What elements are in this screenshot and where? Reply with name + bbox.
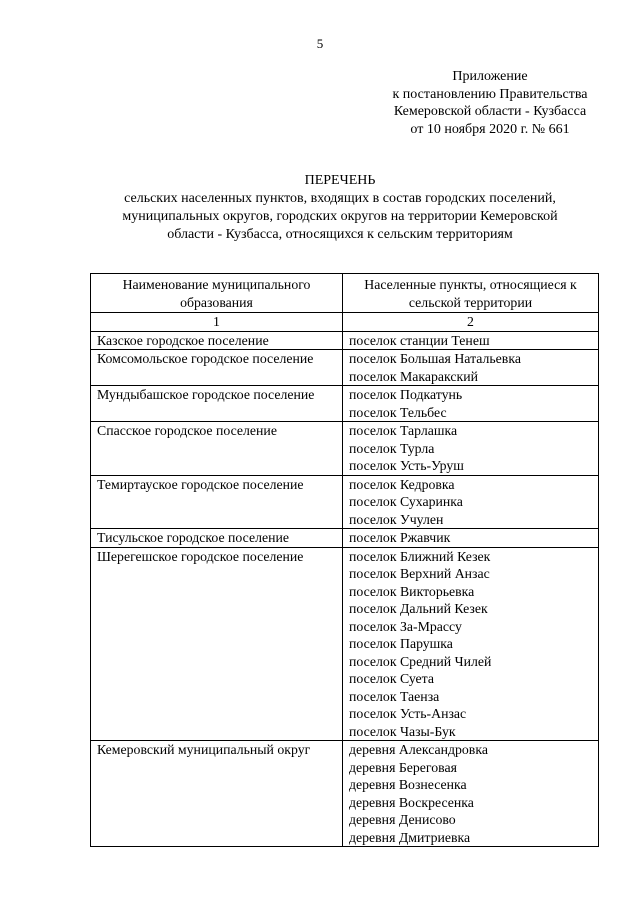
settlements-cell bbox=[343, 529, 599, 548]
settlement-item: деревня Александровка bbox=[349, 742, 488, 757]
settlement-item: поселок Макаракский bbox=[349, 368, 478, 384]
settlement-item: поселок Турла bbox=[349, 440, 435, 456]
municipality-cell: Казское городское поселение bbox=[91, 331, 343, 350]
settlement-item: поселок Усть-Анзас bbox=[349, 706, 467, 721]
document-title bbox=[80, 172, 600, 244]
municipality-cell: Кемеровский муниципальный округ bbox=[91, 741, 343, 847]
municipality-cell: Темиртауское городское поселение bbox=[91, 475, 343, 529]
table-row bbox=[91, 331, 599, 350]
settlement-item: поселок Тарлашка bbox=[349, 423, 458, 438]
table-body bbox=[91, 331, 599, 847]
table-row bbox=[91, 547, 599, 741]
table-row bbox=[91, 422, 599, 476]
settlement-item: поселок Верхний Анзас bbox=[349, 566, 490, 581]
column-number: 1 bbox=[91, 313, 343, 332]
settlement-item: деревня Вознесенка bbox=[349, 777, 467, 792]
header-settlements: Населенные пункты, относящиеся к сельской территории bbox=[343, 274, 599, 313]
settlement-item: поселок Усть-Уруш bbox=[349, 458, 464, 473]
column-number: 2 bbox=[343, 313, 599, 332]
settlement-item: поселок Кедровка bbox=[349, 476, 455, 492]
settlements-cell bbox=[343, 741, 599, 847]
appendix-line: к постановлению Правительства bbox=[392, 86, 588, 102]
appendix-line: Кемеровской области - Кузбасса bbox=[393, 104, 587, 119]
settlement-item: поселок Сухаринка bbox=[349, 494, 463, 509]
settlement-item: поселок Подкатунь bbox=[349, 387, 463, 402]
table-row bbox=[91, 475, 599, 529]
settlements-cell bbox=[343, 386, 599, 422]
column-number-row bbox=[91, 313, 599, 332]
settlement-item: поселок Ржавчик bbox=[349, 530, 451, 545]
municipality-cell: Шерегешское городское поселение bbox=[91, 547, 343, 741]
municipality-cell: Спасское городское поселение bbox=[91, 422, 343, 476]
title-line: сельских населенных пунктов, входящих в состав городских поселений, bbox=[124, 191, 556, 206]
settlement-item: деревня Денисово bbox=[349, 812, 456, 827]
settlement-item: поселок Учулен bbox=[349, 511, 444, 527]
settlement-item: поселок Большая Натальевка bbox=[349, 351, 521, 366]
header-municipality: Наименование муниципального образования bbox=[91, 274, 343, 313]
settlement-item: поселок Таенза bbox=[349, 688, 440, 704]
settlements-cell bbox=[343, 475, 599, 529]
settlement-item: поселок Дальний Кезек bbox=[349, 601, 488, 616]
settlement-item: поселок станции Тенеш bbox=[349, 332, 490, 348]
settlement-item: деревня Береговая bbox=[349, 759, 457, 775]
settlement-item: поселок Чазы-Бук bbox=[349, 723, 456, 739]
page-number: 5 bbox=[316, 36, 324, 51]
title-heading: ПЕРЕЧЕНЬ bbox=[304, 173, 376, 188]
settlements-cell bbox=[343, 350, 599, 386]
settlement-item: поселок За-Мрассу bbox=[349, 618, 462, 634]
municipality-cell: Тисульское городское поселение bbox=[91, 529, 343, 548]
settlement-item: деревня Дмитриевка bbox=[349, 829, 471, 845]
table-row bbox=[91, 741, 599, 847]
settlement-item: поселок Суета bbox=[349, 671, 434, 686]
appendix-line: Приложение bbox=[452, 69, 528, 84]
appendix-line: от 10 ноября 2020 г. № 661 bbox=[410, 121, 570, 137]
settlement-item: поселок Парушка bbox=[349, 636, 453, 651]
settlement-item: поселок Ближний Кезек bbox=[349, 548, 491, 564]
title-line: области - Кузбасса, относящихся к сельским территориям bbox=[167, 227, 513, 242]
settlement-item: поселок Тельбес bbox=[349, 404, 447, 420]
settlements-cell bbox=[343, 422, 599, 476]
settlements-table bbox=[90, 273, 599, 847]
table-row bbox=[91, 529, 599, 548]
settlement-item: поселок Средний Чилей bbox=[349, 653, 492, 669]
table-row bbox=[91, 386, 599, 422]
settlements-cell bbox=[343, 331, 599, 350]
municipality-cell: Мундыбашское городское поселение bbox=[91, 386, 343, 422]
appendix-block bbox=[360, 68, 620, 138]
title-line: муниципальных округов, городских округов на территории Кемеровской bbox=[122, 209, 558, 224]
settlement-item: деревня Воскресенка bbox=[349, 794, 474, 810]
table-header-row bbox=[91, 274, 599, 313]
settlement-item: поселок Викторьевка bbox=[349, 583, 475, 599]
settlements-cell bbox=[343, 547, 599, 741]
municipality-cell: Комсомольское городское поселение bbox=[91, 350, 343, 386]
table-row bbox=[91, 350, 599, 386]
